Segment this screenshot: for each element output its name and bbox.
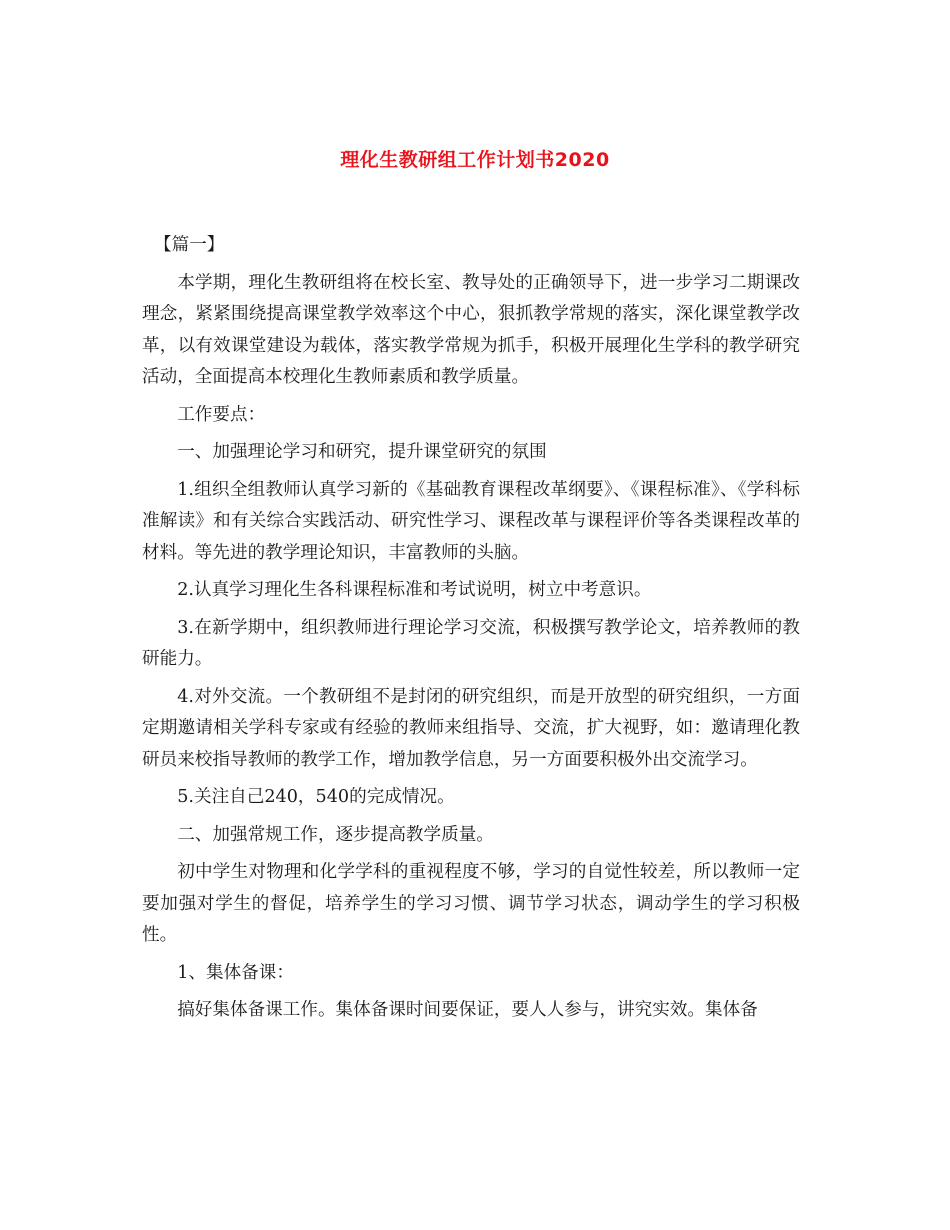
paragraph-item-1: 1.组织全组教师认真学习新的《基础教育课程改革纲要》、《课程标准》、《学科标准解读》和有关综合实践活动、研究性学习、课程改革与课程评价等各类课程改革的材料。等先进的教学理论知识，丰富教师的头脑。 bbox=[142, 479, 800, 563]
document-title: 理化生教研组工作计划书2020 bbox=[340, 149, 610, 171]
heading-collective-prep: 1、集体备课： bbox=[177, 962, 294, 983]
heading-section-two: 二、加强常规工作，逐步提高教学质量。 bbox=[177, 824, 494, 845]
paragraph-section-two-intro: 初中学生对物理和化学学科的重视程度不够，学习的自觉性较差，所以教师一定要加强对学生的督促，培养学生的学习习惯、调节学习状态，调动学生的学习积极性。 bbox=[142, 862, 800, 945]
paragraph-item-3: 3.在新学期中，组织教师进行理论学习交流，积极撰写教学论文，培养教师的教研能力。 bbox=[142, 617, 800, 669]
paragraph-collective-prep: 搞好集体备课工作。集体备课时间要保证，要人人参与，讲究实效。集体备 bbox=[177, 1000, 758, 1020]
paragraph-item-2: 2.认真学习理化生各科课程标准和考试说明，树立中考意识。 bbox=[177, 580, 652, 600]
paragraph-intro: 本学期，理化生教研组将在校长室、教导处的正确领导下，进一步学习二期课改理念，紧紧围绕提高课堂教学效率这个中心，狠抓教学常规的落实，深化课堂教学改革，以有效课堂建设为载体，落实教学常规为抓手，积极开展理化生学科的教学研究活动，全面提高本校理化生教师素质和教学质量。 bbox=[142, 272, 800, 387]
document-body bbox=[142, 230, 800, 1033]
section-label: 【篇一】 bbox=[154, 235, 225, 255]
paragraph-item-5: 5.关注自己240，540的完成情况。 bbox=[177, 787, 455, 807]
paragraph-work-points: 工作要点： bbox=[177, 404, 266, 425]
heading-section-one: 一、加强理论学习和研究，提升课堂研究的氛围 bbox=[177, 442, 547, 462]
paragraph-item-4: 4.对外交流。一个教研组不是封闭的研究组织，而是开放型的研究组织，一方面定期邀请相关学科专家或有经验的教师来组指导、交流，扩大视野，如：邀请理化教研员来校指导教师的教学工作，增加教学信息，另一方面要积极外出交流学习。 bbox=[142, 686, 800, 770]
